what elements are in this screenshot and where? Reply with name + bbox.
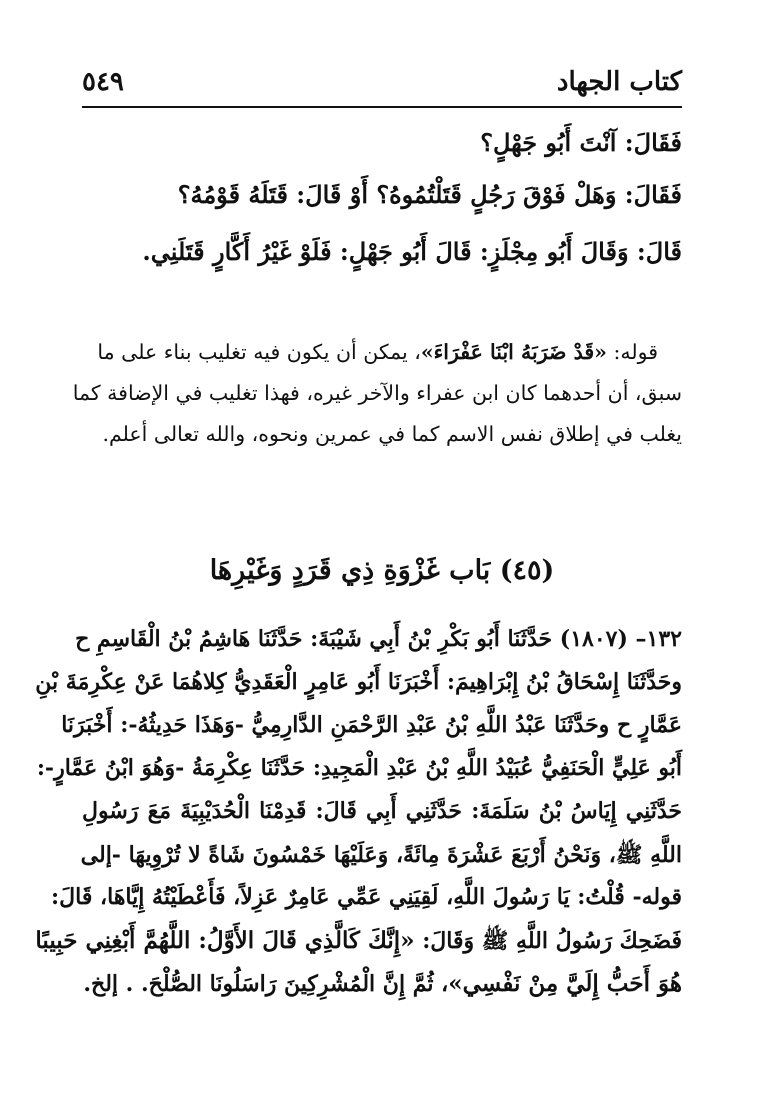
chapter-heading: (٤٥) بَاب غَزْوَةِ ذِي قَرَدٍ وَغَيْرِهَا	[209, 555, 555, 586]
hadith-line: وحَدَّثَنَا إِسْحَاقُ بْنُ إِبْرَاهِيمَ: أَخْبَرَنَا أَبُو عَامِرٍ الْعَقَدِيُّ كِلاهُمَا عَنْ عِكْرِمَةَ بْنِ	[35, 669, 682, 695]
hadith-line	[82, 970, 682, 997]
hadith-line: ١٣٢– (١٨٠٧) حَدَّثَنَا أَبُو بَكْرِ بْنُ أَبِي شَيْبَةَ: حَدَّثَنَا هَاشِمُ بْنُ الْقَاسِمِ ح	[75, 626, 682, 652]
commentary-quote: «قَدْ ضَرَبَهُ ابْنَا عَفْرَاءَ»	[420, 340, 607, 364]
poem-line: قَالَ: وَقَالَ أَبُو مِجْلَزٍ: قَالَ أَبُو جَهْلٍ: فَلَوْ غَيْرُ أَكَّارٍ قَتَلَنِي.	[142, 237, 682, 266]
commentary-line: يغلب في إطلاق نفس الاسم كما في عمرين ونحوه، والله تعالى أعلم.	[102, 422, 682, 446]
poem-line: فَقَالَ: وَهَلْ فَوْقَ رَجُلٍ قَتَلْتُمُوهُ؟ أَوْ قَالَ: قَتَلَهُ قَوْمُهُ؟	[177, 180, 682, 209]
hadith-line: عَمَّارٍ ح وحَدَّثَنَا عَبْدُ اللَّهِ بْنُ عَبْدِ الرَّحْمَنِ الدَّارِمِيُّ -وَهَذَا حَدِيثُهُ-: أَخْبَرَنَا	[61, 712, 682, 738]
hadith-quote: هُوَ أَحَبُّ إِلَيَّ مِنْ نَفْسِي»	[448, 970, 682, 997]
commentary-prefix: قوله:	[606, 340, 658, 364]
hadith-text: فَضَحِكَ رَسُولُ اللَّهِ ﷺ وَقَالَ:	[414, 928, 682, 954]
hadith-text: ، ثُمَّ إِنَّ الْمُشْرِكِينَ رَاسَلُونَا الصُّلْحَ. . إلخ.	[83, 971, 449, 997]
poem-line: فَقَالَ: آنْتَ أَبُو جَهْلٍ؟	[480, 128, 682, 157]
hadith-line	[35, 927, 682, 959]
commentary-text: ، يمكن أن يكون فيه تغليب بناء على ما	[97, 340, 421, 364]
running-head-title: كتاب الجهاد	[556, 67, 682, 97]
hadith-line: اللَّهِ ﷺ، وَنَحْنُ أَرْبَعَ عَشْرَةَ مِائَةً، وَعَلَيْهَا خَمْسُونَ شَاةً لا تُرْوِيهَا -إلى	[80, 842, 682, 868]
hadith-quote: «إِنَّكَ كَالَّذِي قَالَ الأَوَّلُ: اللَّهُمَّ أَبْغِنِي حَبِيبًا	[35, 927, 415, 954]
commentary-line: سبق، أن أحدهما كان ابن عفراء والآخر غيره، فهذا تغليب في الإضافة كما	[72, 381, 682, 405]
hadith-line: حَدَّثَنِي إِيَاسُ بْنُ سَلَمَةَ: حَدَّثَنِي أَبِي قَالَ: قَدِمْنَا الْحُدَيْبِيَةَ مَعَ رَسُولِ	[82, 798, 682, 824]
commentary-line	[82, 340, 682, 364]
header-rule	[82, 106, 682, 108]
hadith-line: قوله- قُلْتُ: يَا رَسُولَ اللَّهِ، لَقِيَنِي عَمِّي عَامِرٌ عَزِلاً، فَأَعْطَيْتُهُ إِيَّاهَا، قَالَ:	[51, 884, 682, 910]
running-header	[82, 62, 682, 102]
page-number: ٥٤٩	[82, 67, 124, 97]
hadith-line: أَبُو عَلِيٍّ الْحَنَفِيُّ عُبَيْدُ اللَّهِ بْنُ عَبْدِ الْمَجِيدِ: حَدَّثَنَا عِكْرِمَةُ -وَهُوَ ابْنُ عَمَّارٍ-:	[36, 755, 682, 781]
